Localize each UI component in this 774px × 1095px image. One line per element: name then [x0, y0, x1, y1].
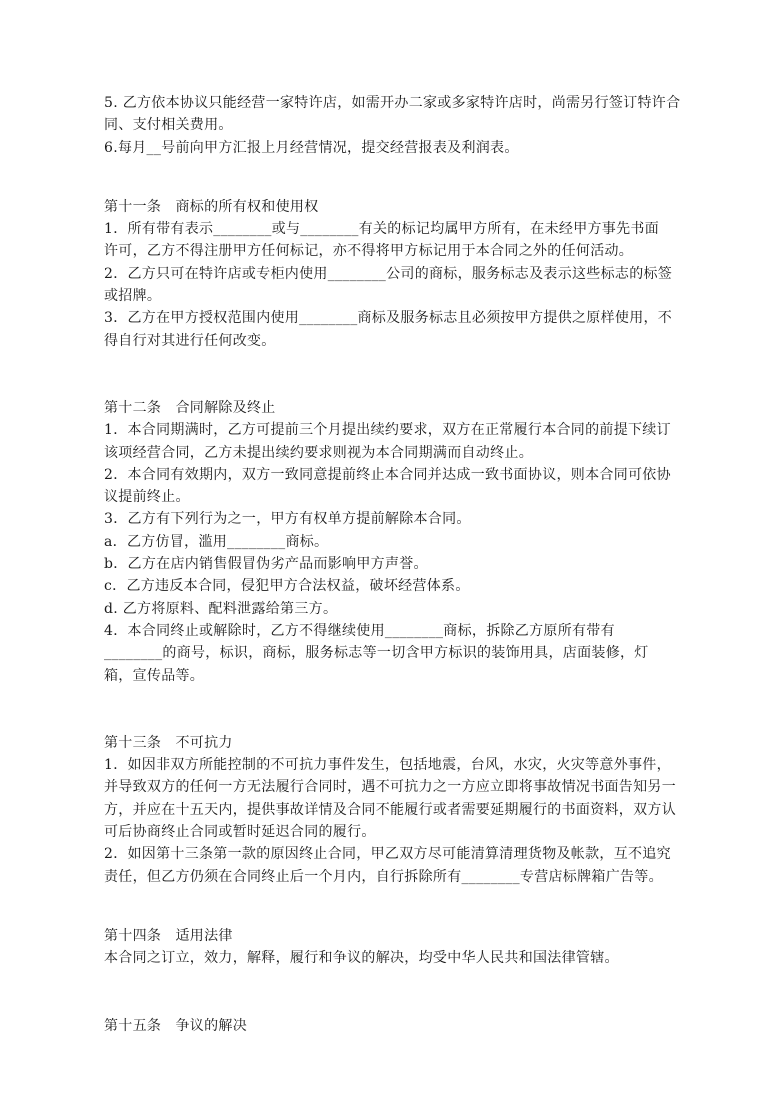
paragraph-line: 同、支付相关费用。 — [104, 117, 233, 134]
clause-12 — [104, 397, 676, 687]
clause-heading: 第十四条 适用法律 — [104, 927, 233, 944]
paragraph-line: 3．乙方有下列行为之一，甲方有权单方提前解除本合同。 — [104, 511, 471, 528]
clause-15 — [104, 1015, 676, 1037]
paragraph-line: a．乙方仿冒，滥用________商标。 — [104, 533, 329, 550]
paragraph-line: ________的商号，标识，商标，服务标志等一切含甲方标识的装饰用具，店面装修，灯 — [104, 645, 649, 662]
paragraph-line: 责任，但乙方仍须在合同终止后一个月内，自行拆除所有________专营店标牌箱广告等。 — [104, 868, 663, 885]
paragraph-line: 3．乙方在甲方授权范围内使用________商标及服务标志且必须按甲方提供之原样使用，不 — [104, 310, 673, 327]
clause-heading: 第十五条 争议的解决 — [104, 1017, 247, 1034]
paragraph-line: 5. 乙方依本协议只能经营一家特许店，如需开办二家或多家特许店时，尚需另行签订特许合 — [104, 95, 681, 111]
paragraph-line: 并导致双方的任何一方无法履行合同时，遇不可抗力之一方应立即将事故情况书面告知另一 — [104, 779, 676, 796]
clause-heading: 第十三条 不可抗力 — [104, 734, 233, 751]
paragraph-line: 可后协商终止合同或暂时延迟合同的履行。 — [104, 824, 376, 841]
paragraph-line: 议提前终止。 — [104, 489, 190, 506]
paragraph-line: 1．所有带有表示________或与________有关的标记均属甲方所有，在未经甲方事先书面 — [104, 221, 660, 238]
paragraph-line: d. 乙方将原料、配料泄露给第三方。 — [104, 600, 338, 617]
paragraph-line: 6.每月__号前向甲方汇报上月经营情况，提交经营报表及利润表。 — [104, 139, 519, 156]
clause-13 — [104, 732, 676, 888]
document-page — [104, 92, 681, 1037]
clause-heading: 第十一条 商标的所有权和使用权 — [104, 198, 319, 215]
paragraph-line: 得自行对其进行任何改变。 — [104, 332, 276, 349]
clause-14 — [104, 925, 676, 970]
paragraph-line: 本合同之订立，效力，解释，履行和争议的解决，均受中华人民共和国法律管辖。 — [104, 950, 619, 967]
paragraph-line: b．乙方在店内销售假冒伪劣产品而影响甲方声誉。 — [104, 556, 428, 573]
paragraph-line: 2．如因第十三条第一款的原因终止合同，甲乙双方尽可能清算清理货物及帐款，互不追究 — [104, 846, 671, 863]
paragraph-line: 箱，宣传品等。 — [104, 667, 205, 684]
paragraph-line: 许可，乙方不得注册甲方任何标记，亦不得将甲方标记用于本合同之外的任何活动。 — [104, 243, 634, 260]
paragraph-line: 或招牌。 — [104, 288, 162, 305]
paragraph-line: 方，并应在十五天内，提供事故详情及合同不能履行或者需要延期履行的书面资料，双方认 — [104, 801, 676, 818]
paragraph-line: 该项经营合同，乙方未提出续约要求则视为本合同期满而自动终止。 — [104, 444, 533, 461]
clause-11 — [104, 196, 676, 352]
paragraph-line: 2．本合同有效期内，双方一致同意提前终止本合同并达成一致书面协议，则本合同可依协 — [104, 466, 671, 483]
paragraph-line: c．乙方违反本合同，侵犯甲方合法权益，破坏经营体系。 — [104, 578, 470, 595]
paragraph-line: 1．本合同期满时，乙方可提前三个月提出续约要求，双方在正常履行本合同的前提下续订 — [104, 422, 671, 439]
clause-heading: 第十二条 合同解除及终止 — [104, 399, 276, 416]
paragraph-line: 1．如因非双方所能控制的不可抗力事件发生，包括地震，台风，水灾，火灾等意外事件， — [104, 757, 671, 774]
clause-10-continued — [104, 92, 681, 159]
paragraph-line: 4．本合同终止或解除时，乙方不得继续使用________商标，拆除乙方原所有带有 — [104, 622, 615, 639]
paragraph-line: 2．乙方只可在特许店或专柜内使用________公司的商标，服务标志及表示这些标志的标签 — [104, 265, 673, 282]
